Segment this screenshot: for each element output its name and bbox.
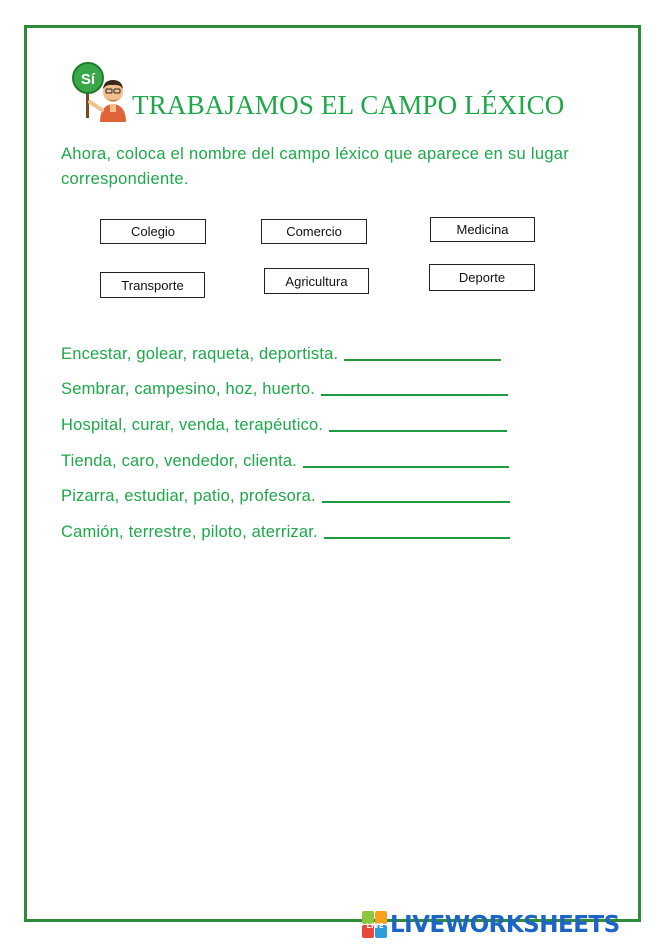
- exercise-row: [61, 518, 510, 542]
- exercise-text: Hospital, curar, venda, terapéutico.: [61, 416, 324, 434]
- answer-drop-zone[interactable]: [344, 359, 501, 361]
- exercise-row: [61, 482, 510, 506]
- word-box-agricultura[interactable]: Agricultura: [264, 268, 369, 294]
- page-title: TRABAJAMOS EL CAMPO LÉXICO: [132, 90, 565, 120]
- exercise-row: [61, 340, 501, 364]
- teacher-with-sign-icon: [70, 62, 128, 122]
- exercise-row: [61, 447, 509, 471]
- answer-drop-zone[interactable]: [329, 430, 507, 432]
- word-box-deporte[interactable]: Deporte: [429, 264, 535, 291]
- liveworksheets-brand[interactable]: [362, 910, 620, 940]
- answer-drop-zone[interactable]: [322, 501, 510, 503]
- exercise-text: Sembrar, campesino, hoz, huerto.: [61, 380, 316, 398]
- logo-letters: LIVE: [366, 922, 384, 930]
- exercise-text: Camión, terrestre, piloto, aterrizar.: [61, 523, 318, 541]
- exercise-text: Encestar, golear, raqueta, deportista.: [61, 345, 339, 363]
- sign-text: Sí: [80, 71, 96, 88]
- exercise-text: Pizarra, estudiar, patio, profesora.: [61, 487, 316, 505]
- exercise-text: Tienda, caro, vendedor, clienta.: [61, 452, 298, 470]
- answer-drop-zone[interactable]: [303, 466, 509, 468]
- answer-drop-zone[interactable]: [324, 537, 510, 539]
- word-box-colegio[interactable]: Colegio: [100, 219, 206, 244]
- liveworksheets-logo-icon: [362, 911, 388, 939]
- word-box-comercio[interactable]: Comercio: [261, 219, 367, 244]
- word-box-medicina[interactable]: Medicina: [430, 217, 535, 242]
- answer-drop-zone[interactable]: [321, 394, 508, 396]
- exercise-row: [61, 375, 508, 399]
- word-box-transporte[interactable]: Transporte: [100, 272, 205, 298]
- exercise-row: [61, 411, 507, 435]
- instructions-text: Ahora, coloca el nombre del campo léxico que aparece en su lugar correspondiente.: [61, 145, 570, 188]
- brand-name: LIVEWORKSHEETS: [390, 912, 620, 938]
